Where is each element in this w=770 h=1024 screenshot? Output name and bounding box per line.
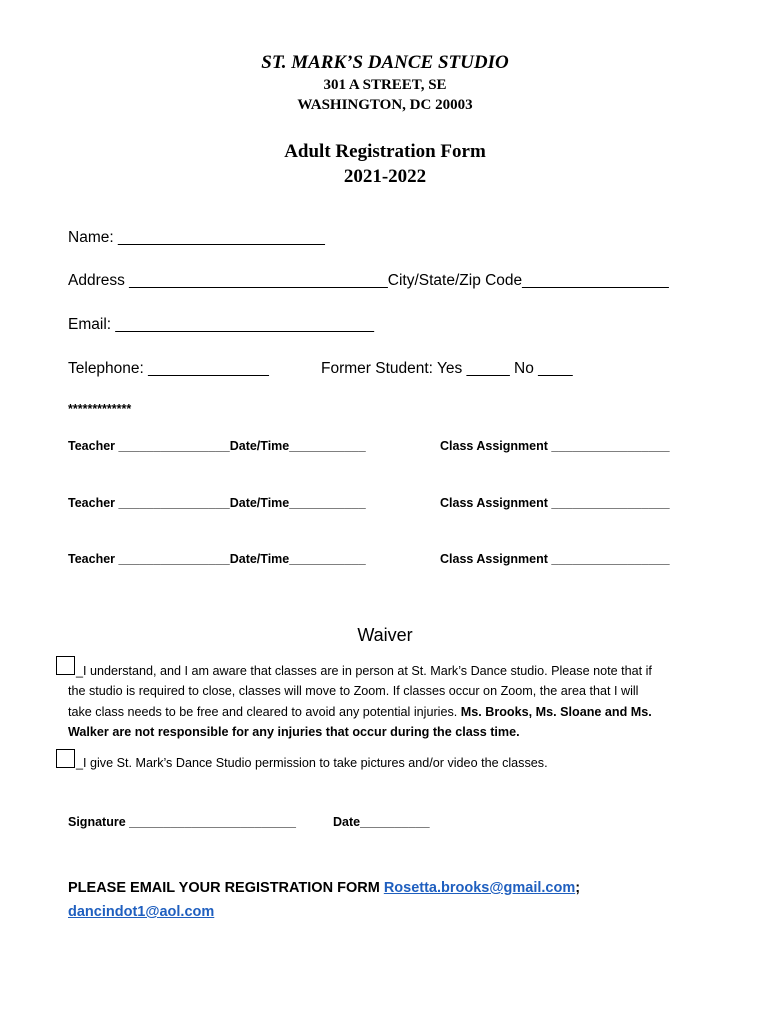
telephone-field: Telephone: ______________ — [68, 360, 269, 377]
waiver-item-1-line-1: _I understand, and I am aware that classes are in person at St. Mark’s Dance studio. Please note that if — [76, 664, 652, 678]
signature-line: Signature ________________________ — [68, 815, 296, 829]
former-student-field: Former Student: Yes _____ No ____ — [321, 360, 573, 377]
email-separator: ; — [575, 880, 581, 896]
waiver-item-1-line-3 — [68, 702, 652, 723]
form-title: Adult Registration Form — [284, 141, 486, 162]
studio-name: ST. MARK’S DANCE STUDIO — [261, 52, 509, 73]
email-instruction-text: PLEASE EMAIL YOUR REGISTRATION FORM — [68, 880, 384, 896]
address-line-2: WASHINGTON, DC 20003 — [297, 97, 473, 113]
email-instruction — [68, 880, 580, 896]
address-line-1: 301 A STREET, SE — [323, 77, 447, 93]
form-year: 2021-2022 — [343, 166, 427, 187]
waiver-item-1-line-3-normal: take class needs to be free and cleared to avoid any potential injuries. — [68, 705, 461, 719]
waiver-item-2: _I give St. Mark’s Dance Studio permission to take pictures and/or video the classes. — [76, 756, 548, 770]
waiver-checkbox-2[interactable] — [56, 749, 75, 768]
email-link-2[interactable]: dancindot1@aol.com — [68, 904, 215, 920]
address-field: Address ______________________________City/State/Zip Code_________________ — [68, 272, 669, 289]
waiver-item-1-line-3-bold: Ms. Brooks, Ms. Sloane and Ms. — [460, 705, 652, 719]
name-field: Name: ________________________ — [68, 229, 325, 246]
date-line: Date__________ — [333, 815, 430, 829]
teacher-row-3: Teacher ________________Date/Time___________ — [68, 552, 366, 566]
email-link-1[interactable]: Rosetta.brooks@gmail.com — [383, 880, 576, 896]
email-field: Email: ______________________________ — [68, 316, 374, 333]
waiver-item-1-line-2: the studio is required to close, classes will move to Zoom. If classes occur on Zoom, the area that I will — [68, 684, 639, 698]
class-assignment-2: Class Assignment _________________ — [440, 496, 670, 510]
class-assignment-3: Class Assignment _________________ — [440, 552, 670, 566]
waiver-item-1-line-4: Walker are not responsible for any injuries that occur during the class time. — [68, 725, 520, 739]
class-assignment-1: Class Assignment _________________ — [440, 439, 670, 453]
waiver-title: Waiver — [357, 625, 413, 645]
teacher-row-2: Teacher ________________Date/Time___________ — [68, 496, 366, 510]
teacher-row-1: Teacher ________________Date/Time___________ — [68, 439, 366, 453]
waiver-checkbox-1[interactable] — [56, 656, 75, 675]
separator: ************* — [68, 402, 132, 416]
email-instruction-line-2 — [68, 904, 214, 920]
